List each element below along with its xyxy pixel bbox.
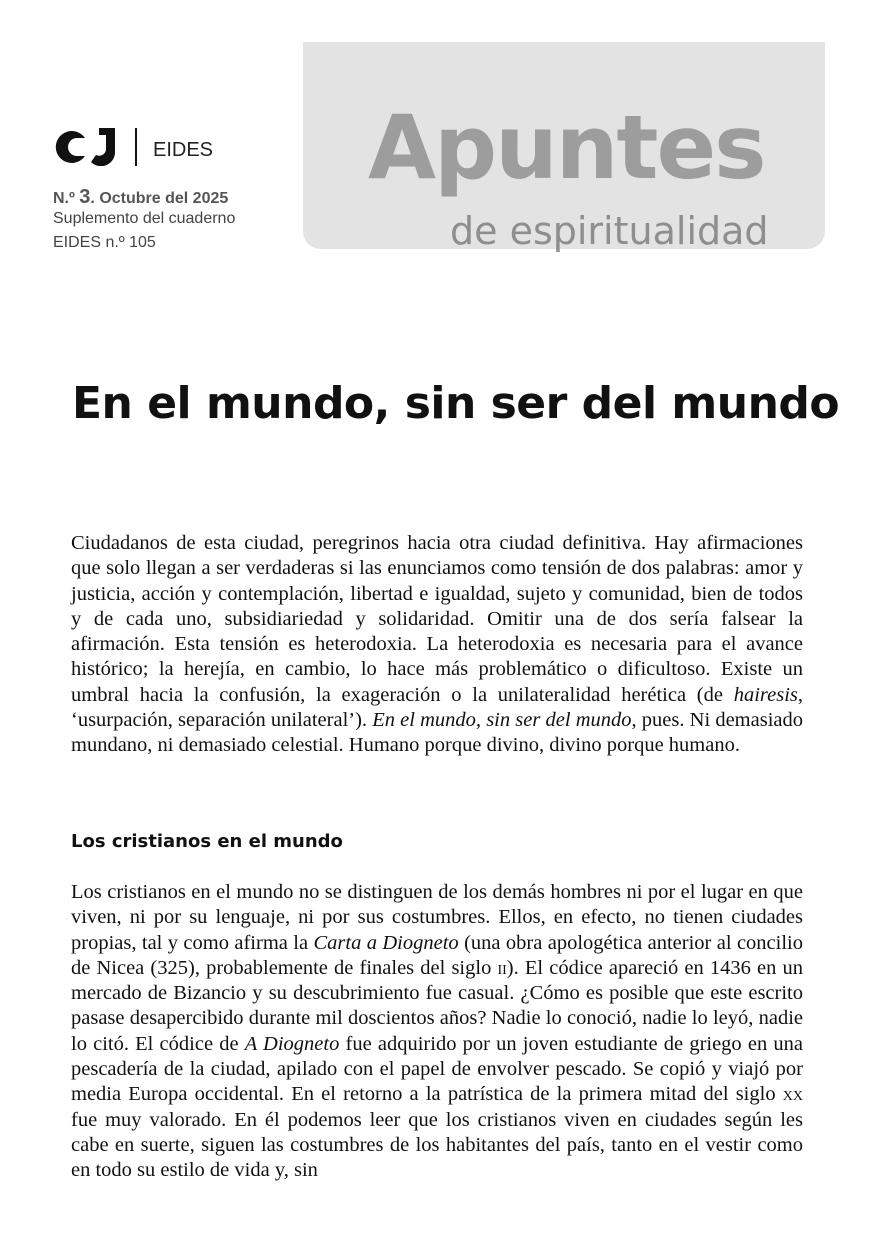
- century-numeral-2: xx: [782, 1083, 803, 1106]
- intro-text-3: , pues. Ni demasiado mundano, ni demasiado celestial. Humano porque divino, divino porque humano.: [71, 709, 803, 757]
- article-title: En el mundo, sin ser del mundo: [72, 378, 840, 429]
- issue-info: [53, 186, 228, 209]
- section-italic-1: Carta a Diogneto: [313, 931, 459, 954]
- century-numeral-1: ii: [497, 956, 507, 979]
- section-paragraph: [71, 880, 803, 1184]
- issue-date: . Octubre del 2025: [90, 190, 229, 207]
- supplement-issue: EIDES n.º 105: [53, 234, 156, 251]
- cj-logo: [53, 128, 119, 166]
- section-text-4: fue adquirido por un joven estudiante de griego en una pescadería de la ciudad, apilado con el papel de envolver pescado. Se copió y viajó por media Europa occidental. En el retorno a la patrística de la primera mitad del siglo: [71, 1032, 803, 1106]
- intro-text-1: Ciudadanos de esta ciudad, peregrinos hacia otra ciudad definitiva. Hay afirmaciones que solo llegan a ser verdaderas si las enunciamos como tensión de dos palabras: amor y justicia, acción y contemplación, libertad e igualdad, sujeto y comunidad, bien de todos y de cada uno, subsidiariedad y solidaridad. Omitir una de dos sería falsear la afirmación. Esta tensión es heterodoxia. La heterodoxia es necesaria para el avance histórico; la herejía, en cambio, lo hace más problemático o dificultoso. Existe un umbral hacia la confusión, la exageración o la unilateralidad herética (de: [71, 532, 803, 706]
- issue-number: 3: [79, 186, 91, 208]
- intro-text-2: , ‘usurpación, separación unilateral’).: [71, 683, 803, 732]
- intro-paragraph: [71, 531, 803, 759]
- intro-italic-term: hairesis: [733, 683, 798, 706]
- section-text-3: ). El códice apareció en 1436 en un mercado de Bizancio y su descubrimiento fue casual. ¿Cómo es posible que este escrito pasase desapercibido durante mil doscientos años? Nadie lo conoció, nadie lo leyó, nadie lo citó. El códice de: [71, 956, 804, 1055]
- series-title: Apuntes: [368, 96, 765, 199]
- intro-italic-title: En el mundo, sin ser del mundo: [372, 709, 632, 732]
- imprint-label: EIDES: [153, 139, 214, 161]
- series-subtitle: de espiritualidad: [450, 209, 769, 253]
- section-text-2: (una obra apologética anterior al concilio de Nicea (325), probablemente de finales del siglo: [71, 931, 803, 979]
- section-heading: Los cristianos en el mundo: [71, 831, 343, 852]
- issue-number-prefix: N.º: [53, 190, 80, 207]
- supplement-line: Suplemento del cuaderno: [53, 210, 236, 227]
- section-text-5: fue muy valorado. En él podemos leer que los cristianos viven en ciudades según les cabe en suerte, siguen las costumbres de los habitantes del país, tanto en el vestir como en todo su estilo de vida y, sin: [71, 1108, 803, 1182]
- section-italic-2: A Diogneto: [244, 1032, 340, 1055]
- logo-divider: [135, 128, 137, 166]
- section-text-1: Los cristianos en el mundo no se distinguen de los demás hombres ni por el lugar en que viven, ni por su lenguaje, ni por sus costumbres. Ellos, en efecto, no tienen ciudades propias, tal y como afirma la: [71, 881, 803, 954]
